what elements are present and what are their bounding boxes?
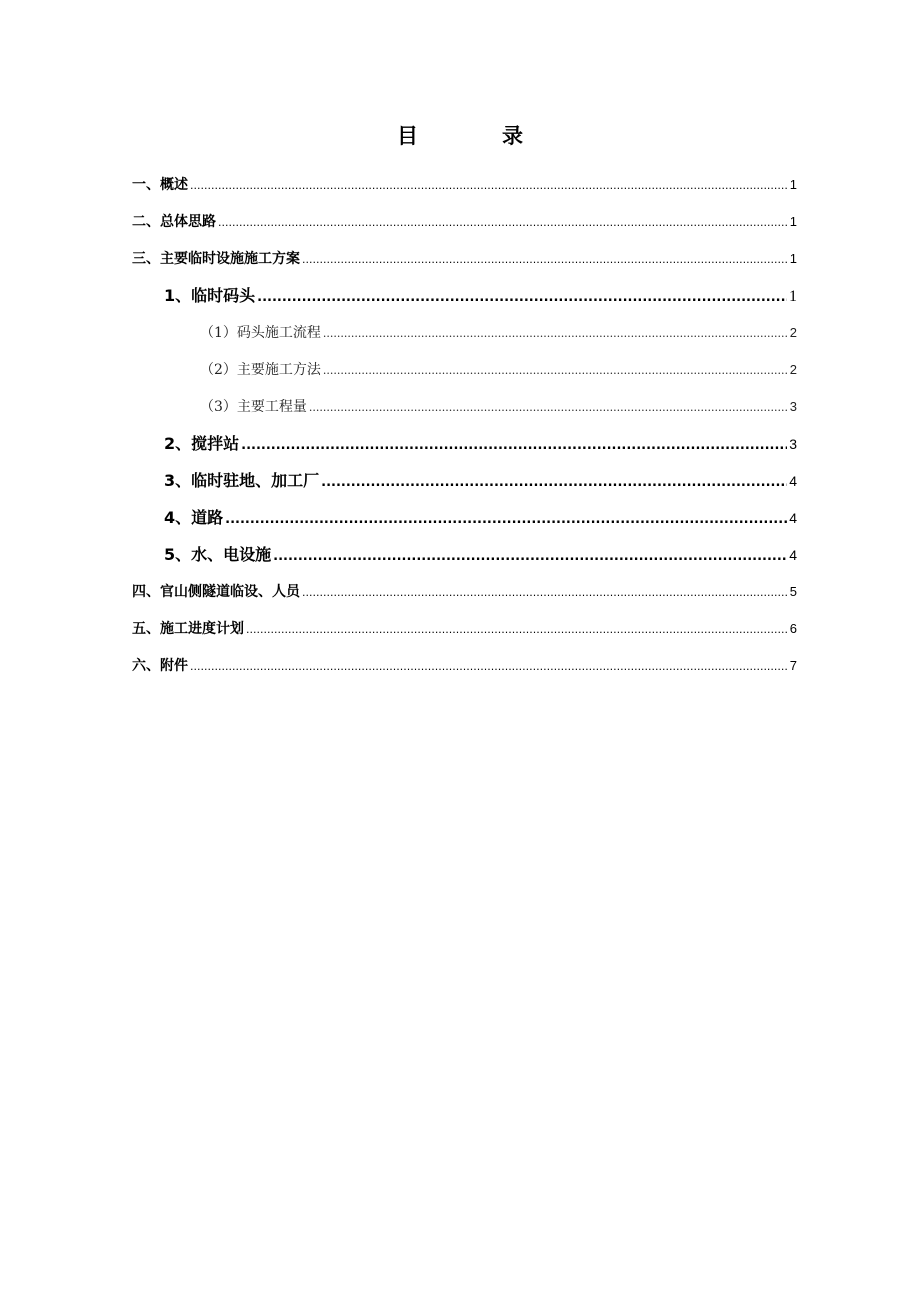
toc-entry-label: （2）主要施工方法 bbox=[200, 362, 321, 378]
toc-entry-label: 1、临时码头 bbox=[164, 286, 256, 305]
leader-dots bbox=[190, 179, 788, 192]
toc-entry-mixing-station[interactable] bbox=[132, 431, 797, 454]
leader-dots bbox=[323, 327, 788, 340]
toc-entry-label: 六、附件 bbox=[132, 658, 188, 674]
leader-dots bbox=[309, 401, 788, 414]
toc-entry-page: 2 bbox=[789, 325, 797, 340]
toc-entry-wharf-process[interactable] bbox=[132, 322, 797, 342]
leader-dots bbox=[218, 216, 788, 229]
toc-entry-page: 1 bbox=[789, 177, 797, 192]
toc-entry-label: 五、施工进度计划 bbox=[132, 621, 244, 637]
toc-entry-overview[interactable] bbox=[132, 174, 797, 194]
toc-entry-label: 4、道路 bbox=[164, 508, 224, 527]
toc-entry-label: （3）主要工程量 bbox=[200, 399, 307, 415]
leader-dots bbox=[246, 623, 788, 636]
toc-entry-label: 三、主要临时设施施工方案 bbox=[132, 251, 300, 267]
toc-entry-page: 1 bbox=[789, 288, 797, 305]
toc-entry-page: 3 bbox=[789, 436, 797, 452]
leader-dots bbox=[225, 512, 787, 527]
toc-entry-page: 3 bbox=[789, 399, 797, 414]
toc-title bbox=[0, 120, 920, 150]
leader-dots bbox=[273, 549, 787, 564]
toc-entry-label: （1）码头施工流程 bbox=[200, 325, 321, 341]
toc-entry-roads[interactable] bbox=[132, 505, 797, 528]
toc-entry-page: 7 bbox=[789, 658, 797, 673]
leader-dots bbox=[302, 586, 788, 599]
leader-dots bbox=[321, 475, 787, 490]
toc-entry-guanshan-tunnel[interactable] bbox=[132, 581, 797, 601]
leader-dots bbox=[190, 660, 788, 673]
toc-entry-label: 2、搅拌站 bbox=[164, 434, 240, 453]
toc-entry-construction-methods[interactable] bbox=[132, 359, 797, 379]
toc-entry-attachments[interactable] bbox=[132, 655, 797, 675]
toc-entry-label: 二、总体思路 bbox=[132, 214, 216, 230]
toc-entry-temporary-facilities-plan[interactable] bbox=[132, 248, 797, 268]
toc-entry-water-power[interactable] bbox=[132, 542, 797, 565]
toc-entry-page: 6 bbox=[789, 621, 797, 636]
toc-entry-page: 4 bbox=[789, 547, 797, 563]
toc-entry-temporary-wharf[interactable] bbox=[132, 283, 797, 306]
toc-entry-label: 四、官山侧隧道临设、人员 bbox=[132, 584, 300, 600]
toc-entry-general-approach[interactable] bbox=[132, 211, 797, 231]
toc-entry-page: 1 bbox=[789, 251, 797, 266]
toc-entry-page: 4 bbox=[789, 510, 797, 526]
toc-entry-schedule[interactable] bbox=[132, 618, 797, 638]
toc-entry-camp-workshop[interactable] bbox=[132, 468, 797, 491]
leader-dots bbox=[302, 253, 788, 266]
toc-entry-label: 3、临时驻地、加工厂 bbox=[164, 471, 320, 490]
leader-dots bbox=[323, 364, 788, 377]
leader-dots bbox=[257, 290, 787, 305]
toc-title-char-2: 录 bbox=[502, 123, 523, 148]
toc-entry-work-quantities[interactable] bbox=[132, 396, 797, 416]
toc-title-char-1: 目 bbox=[397, 123, 418, 148]
toc-entry-page: 5 bbox=[789, 584, 797, 599]
leader-dots bbox=[241, 438, 787, 453]
toc-entry-label: 5、水、电设施 bbox=[164, 545, 272, 564]
toc-entry-page: 2 bbox=[789, 362, 797, 377]
toc-entry-page: 1 bbox=[789, 214, 797, 229]
toc-entry-label: 一、概述 bbox=[132, 177, 188, 193]
toc-entry-page: 4 bbox=[789, 473, 797, 489]
